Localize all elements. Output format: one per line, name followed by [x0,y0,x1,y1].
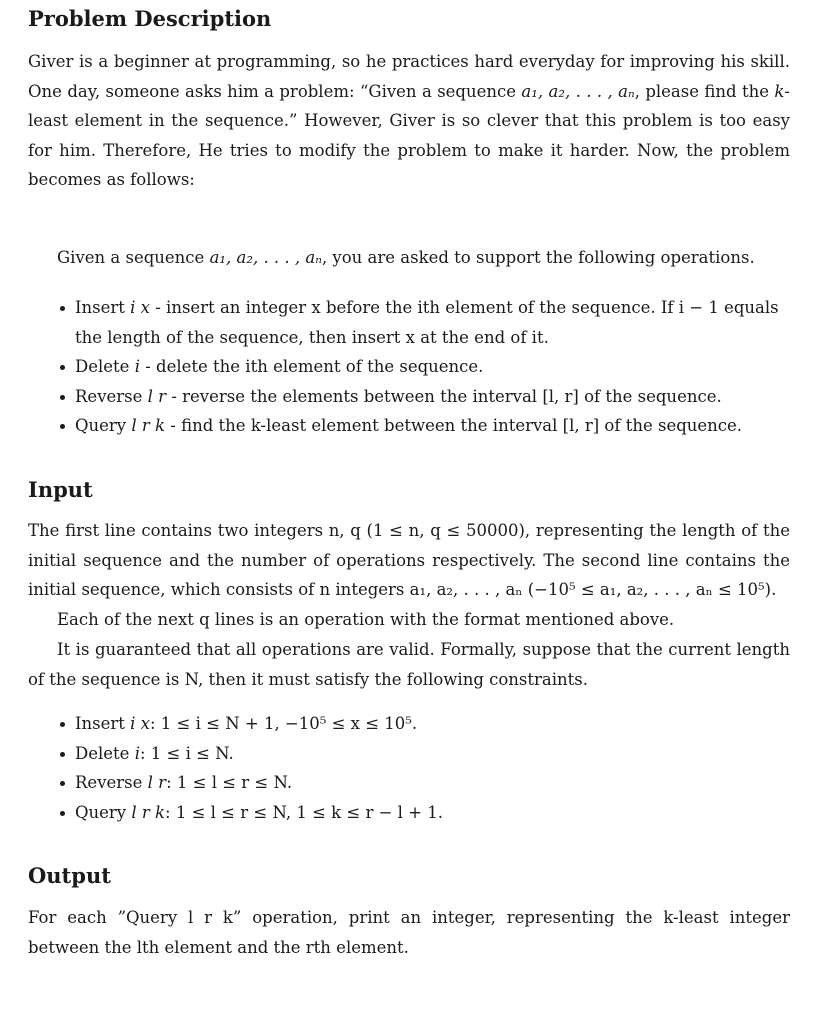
op-reverse-name: Reverse [75,386,143,406]
constraint-insert-item [28,709,790,739]
op-insert-name: Insert [75,298,125,317]
op-delete-args: i [134,357,140,376]
op-insert-args: i x [130,298,150,317]
constraint-insert-args: i x [130,714,150,733]
op-reverse-desc: - reverse the elements between the interval [l, r] of the sequence. [166,386,722,406]
constraints-list [28,709,790,827]
constraint-query-args: l r k [131,802,166,822]
output-paragraph: For each ”Query l r k” operation, print an integer, representing the k-least integer between the lth element and the rth element. [28,908,790,957]
op-query-name: Query [75,416,127,435]
output-heading: Output [28,863,111,888]
op-query-args: l r k [131,416,166,435]
op-query-desc: - find the k-least element between the interval [l, r] of the sequence. [165,416,743,435]
constraint-query-name: Query [75,802,127,822]
constraint-insert-cond: : 1 ≤ i ≤ N + 1, −10⁵ ≤ x ≤ 10⁵. [149,714,418,733]
op-delete-item [28,352,790,382]
input-paragraph-1: The first line contains two integers n, q (1 ≤ n, q ≤ 50000), representing the length of the initial sequence and the number of operations respectively. The second line contains the initial sequence, which consists of n integers a₁, a₂, . . . , aₙ (−10⁵ ≤ a₁, a₂, . . . , aₙ ≤ 10⁵). [28,521,790,599]
constraint-delete-args: i [134,743,140,763]
operations-intro-paragraph [28,243,790,273]
constraint-reverse-item [28,768,790,798]
operations-list [28,293,790,441]
op-reverse-item [28,382,790,412]
constraint-query-cond: : 1 ≤ l ≤ r ≤ N, 1 ≤ k ≤ r − l + 1. [165,802,443,822]
constraint-reverse-cond: : 1 ≤ l ≤ r ≤ N. [166,773,293,792]
ops-intro-text-2: , you are asked to support the following operations. [321,248,755,267]
problem-intro-paragraph [28,47,790,195]
op-delete-desc: - delete the ith element of the sequence. [139,357,484,376]
intro-text-3: -least element in the sequence.” However, Giver is so clever that this problem is too easy for him. Therefore, He tries to modify the problem to make it harder. Now, the problem becomes as follows: [28,81,790,189]
op-reverse-args: l r [147,386,167,406]
constraint-delete-name: Delete [75,743,130,763]
ops-intro-sequence-math: a₁, a₂, . . . , aₙ [209,248,322,267]
op-query-item [28,411,790,441]
op-delete-name: Delete [75,357,130,376]
intro-text-2: , please find the [634,81,775,101]
op-insert-item [28,293,790,352]
input-paragraph-2: Each of the next q lines is an operation with the format mentioned above. [57,610,675,629]
intro-k-math: k [774,81,785,101]
intro-text-1: Giver is a beginner at programming, so he practices hard everyday for improving his skill. One day, someone asks him a problem: “Given a sequence [28,52,790,101]
constraint-delete-cond: : 1 ≤ i ≤ N. [139,743,234,763]
constraint-reverse-name: Reverse [75,773,143,792]
input-paragraph-3: It is guaranteed that all operations are valid. Formally, suppose that the current length of the sequence is N, then it must satisfy the following constraints. [28,640,790,689]
ops-intro-text-1: Given a sequence [57,248,210,267]
op-insert-desc: - insert an integer x before the ith element of the sequence. If i − 1 equals the length of the sequence, then insert x at the end of it. [75,298,779,347]
constraint-query-item [28,798,790,828]
intro-sequence-math: a₁, a₂, . . . , aₙ [521,81,635,101]
problem-description-heading: Problem Description [28,6,272,31]
constraint-delete-item [28,739,790,769]
constraint-reverse-args: l r [147,773,167,792]
input-heading: Input [28,477,93,502]
constraint-insert-name: Insert [75,714,125,733]
